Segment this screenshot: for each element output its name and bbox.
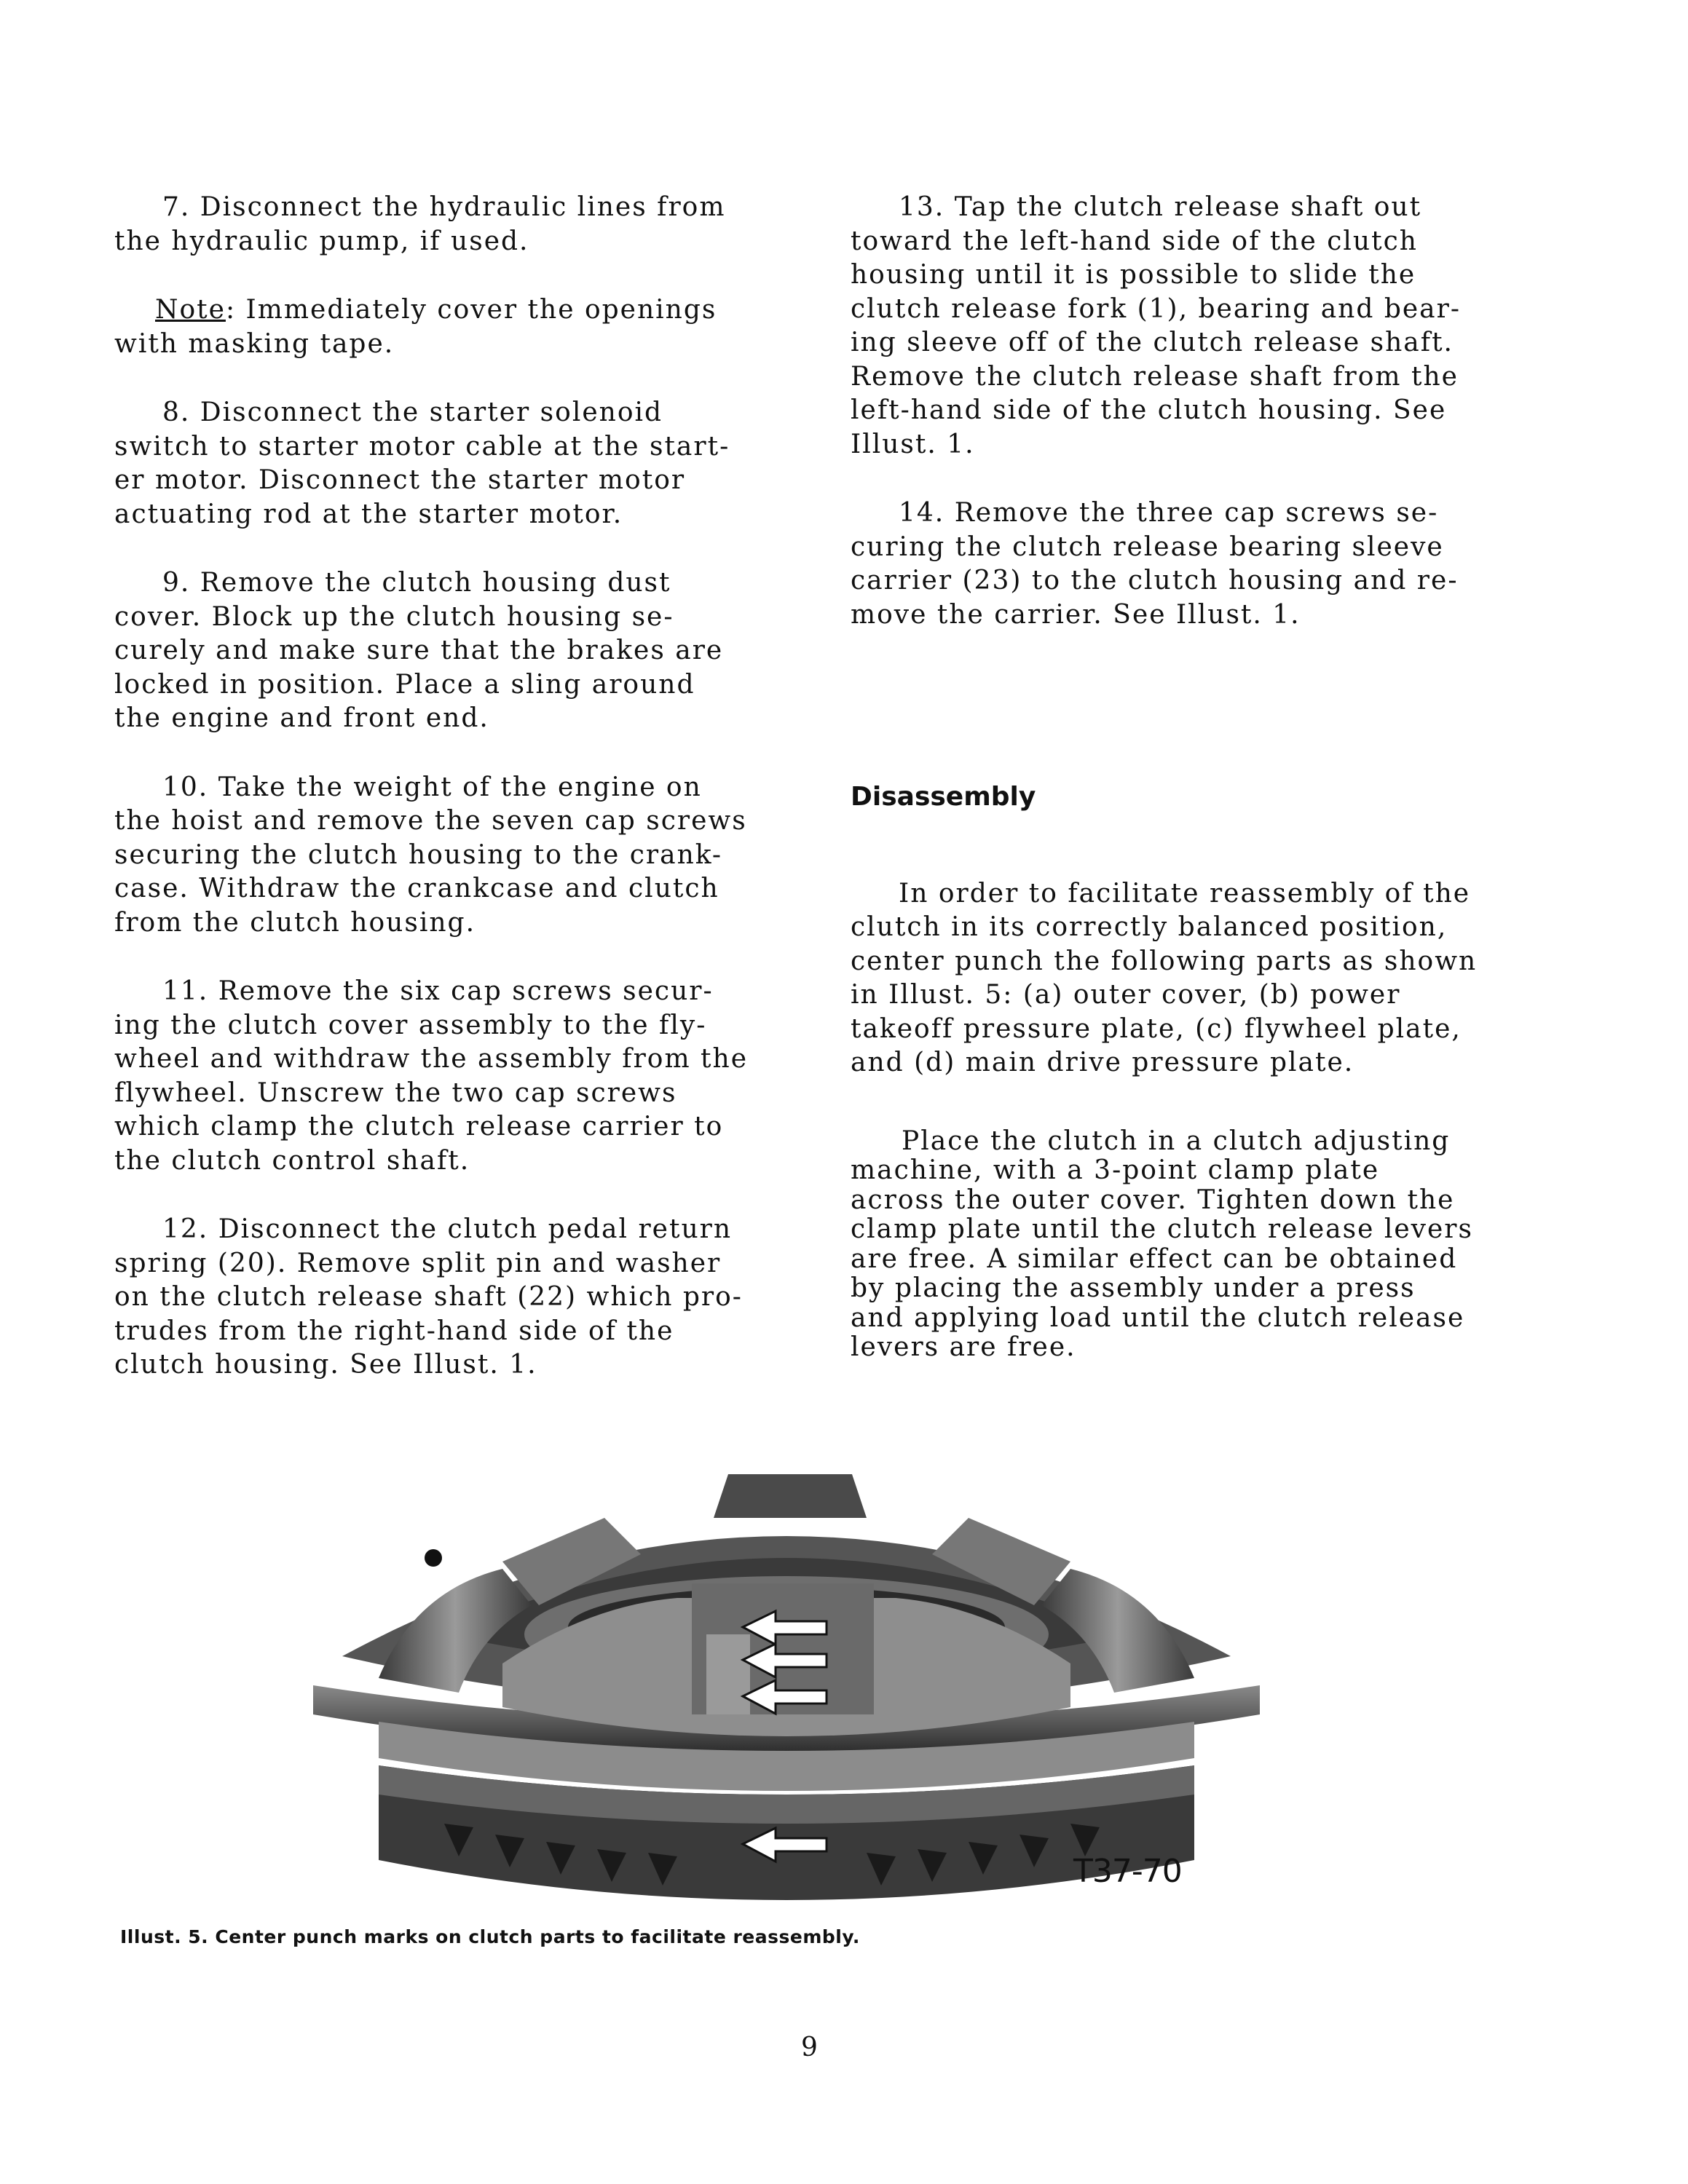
note-paragraph [114, 293, 770, 361]
disassembly-paragraph-1: In order to facilitate reassembly of the clutch in its correctly balanced position, center punch the following parts as shown in Illust. 5: (a) outer cover, (b) power takeoff pressure plate, (c) flywheel plate, and (d) main drive pressure plate. [851, 878, 1478, 1077]
step-10: 10. Take the weight of the engine on the hoist and remove the seven cap screws securing the clutch housing to the crank- case. Withdraw the crankcase and clutch from the clutch housing. [114, 772, 747, 938]
step-9: 9. Remove the clutch housing dust cover. Block up the clutch housing se- curely and make sure that the brakes are locked in position. Place a sling around the engine and front end. [114, 568, 724, 733]
step-14: 14. Remove the three cap screws se- curing the clutch release bearing sleeve carrier (23) to the clutch housing and re- move the carrier. See Illust. 1. [851, 498, 1459, 630]
right-column [851, 191, 1506, 1398]
left-column [114, 191, 770, 1417]
figure-caption: Illust. 5. Center punch marks on clutch parts to facilitate reassembly. [120, 1926, 860, 1947]
section-heading-disassembly: Disassembly [851, 782, 1036, 812]
note-label: Note [155, 295, 226, 325]
step-7: 7. Disconnect the hydraulic lines from the hydraulic pump, if used. [114, 192, 726, 256]
figure-label: T37-70 [1073, 1853, 1182, 1890]
step-12: 12. Disconnect the clutch pedal return spring (20). Remove split pin and washer on the clutch release shaft (22) which pro- trudes from the right-hand side of the clutch housing. See Illust. 1. [114, 1214, 743, 1380]
disassembly-paragraph-2: Place the clutch in a clutch adjusting machine, with a 3-point clamp plate across the outer cover. Tighten down the clamp plate until the clutch release levers are free. A similar effect can be obtained by placing the assembly under a press and applying load until the clutch release levers are free. [851, 1125, 1473, 1362]
page-number: 9 [801, 2033, 818, 2062]
note-text: : Immediately cover the openings with masking tape. [114, 295, 717, 359]
step-13: 13. Tap the clutch release shaft out toward the left-hand side of the clutch housing until it is possible to slide the clutch release fork (1), bearing and bear- ing sleeve off of the clutch release shaft. Remove the clutch release shaft from the left-hand side of the clutch housing. See Illust. 1. [851, 192, 1462, 459]
step-8: 8. Disconnect the starter solenoid switch to starter motor cable at the start- er motor. Disconnect the starter motor actuating rod at the starter motor. [114, 397, 730, 529]
step-11: 11. Remove the six cap screws secur- ing the clutch cover assembly to the fly- wheel and withdraw the assembly from the flywheel. Unscrew the two cap screws which clamp the clutch release carrier to the clutch control shaft. [114, 976, 748, 1176]
